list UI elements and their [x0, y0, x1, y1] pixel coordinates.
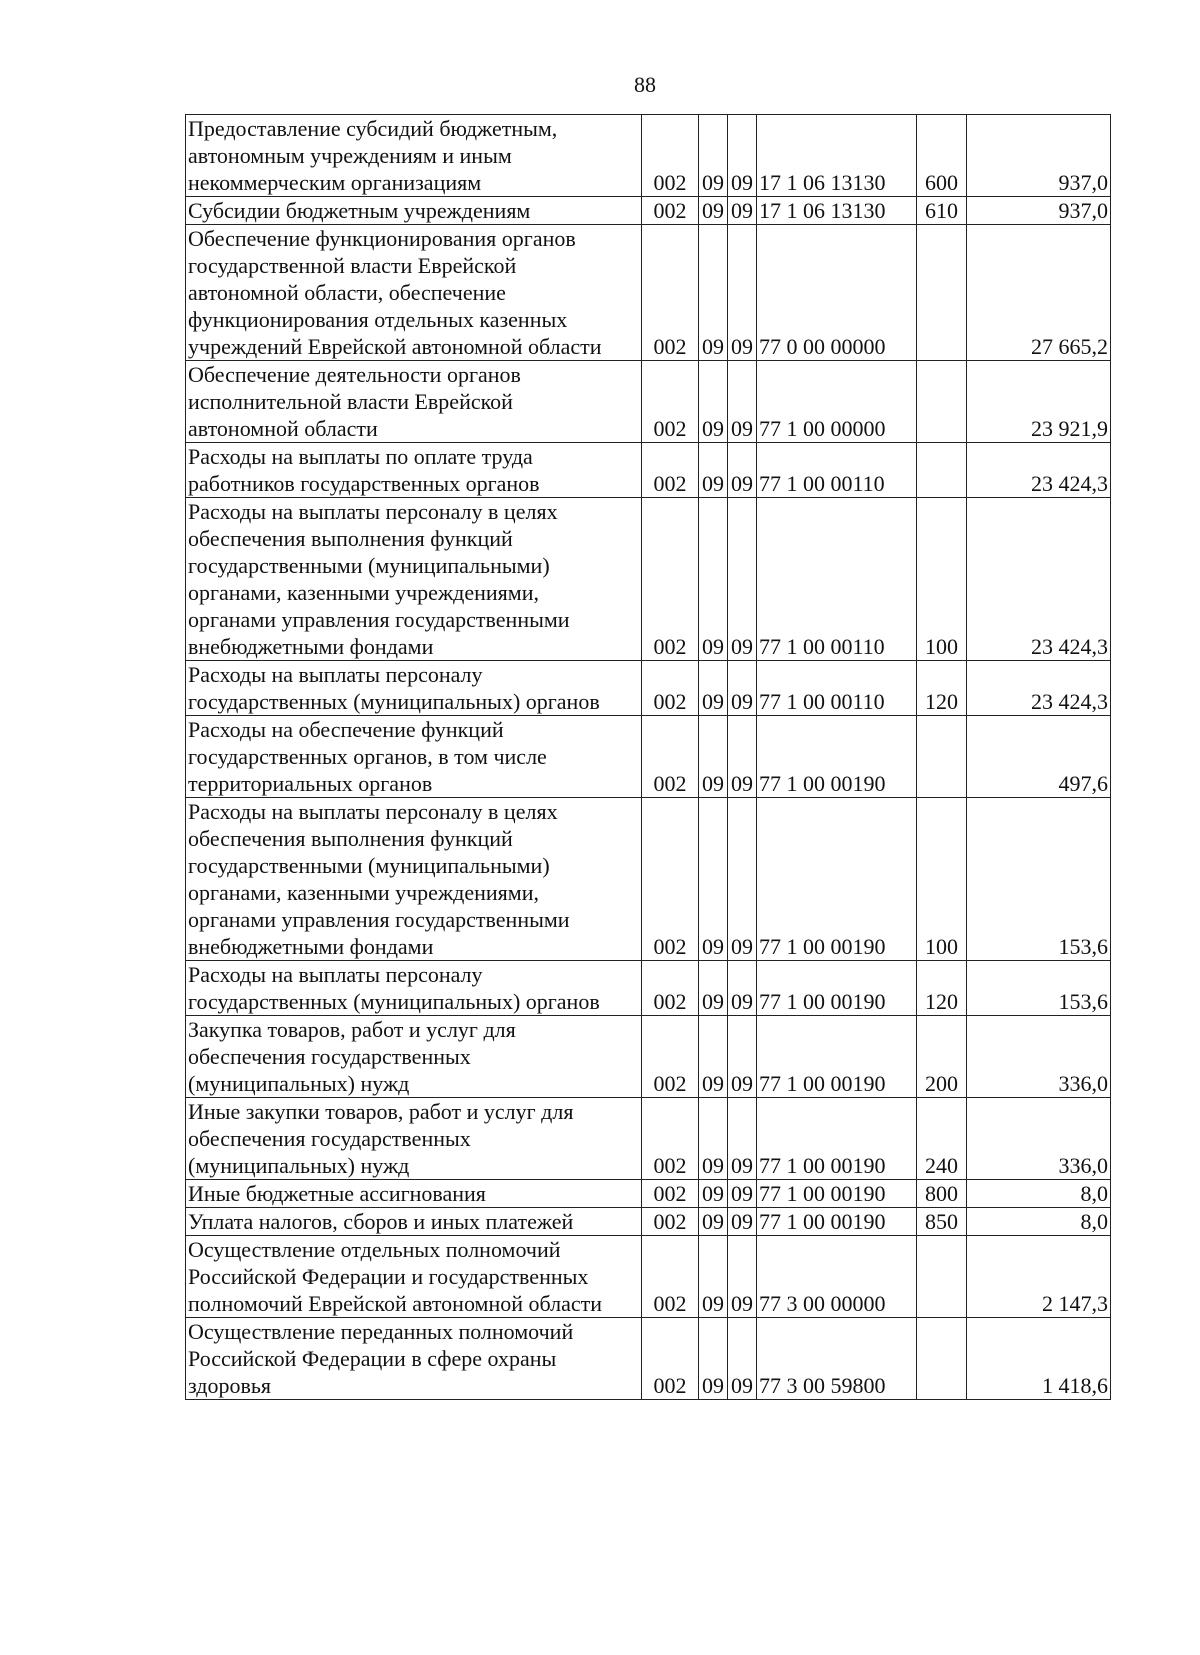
- cell-gr: 002: [642, 197, 699, 225]
- name-line: Осуществление отдельных полномочий: [188, 1237, 561, 1262]
- cell-sum: 336,0: [967, 1016, 1111, 1098]
- name-line: государственными (муниципальными): [188, 853, 550, 878]
- cell-name: [186, 1208, 642, 1236]
- name-line: Предоставление субсидий бюджетным,: [188, 116, 558, 141]
- budget-table-body: [186, 115, 1111, 1400]
- name-line: государственных органов, в том числе: [188, 744, 547, 769]
- table-row: [186, 1208, 1111, 1236]
- cell-vr: 850: [917, 1208, 967, 1236]
- cell-name: [186, 1236, 642, 1318]
- cell-pr: 09: [728, 361, 757, 443]
- cell-pr: 09: [728, 443, 757, 498]
- name-line: государственных (муниципальных) органов: [188, 989, 600, 1014]
- table-row: [186, 961, 1111, 1016]
- name-line: обеспечения выполнения функций: [188, 526, 513, 551]
- cell-pr: 09: [728, 1098, 757, 1180]
- cell-csr: 77 0 00 00000: [757, 225, 917, 361]
- cell-rz: 09: [699, 498, 728, 661]
- cell-gr: 002: [642, 1208, 699, 1236]
- cell-csr: 77 1 00 00110: [757, 661, 917, 716]
- name-line: (муниципальных) нужд: [188, 1153, 410, 1178]
- cell-gr: 002: [642, 661, 699, 716]
- name-line: некоммерческим организациям: [188, 170, 482, 195]
- cell-vr: [917, 1236, 967, 1318]
- cell-name: [186, 716, 642, 798]
- table-row: [186, 361, 1111, 443]
- cell-rz: 09: [699, 197, 728, 225]
- cell-csr: 77 1 00 00190: [757, 716, 917, 798]
- page-number: 88: [634, 72, 656, 97]
- cell-vr: 240: [917, 1098, 967, 1180]
- name-line: автономной области: [188, 416, 378, 441]
- cell-name: [186, 197, 642, 225]
- cell-sum: 937,0: [967, 197, 1111, 225]
- cell-sum: 336,0: [967, 1098, 1111, 1180]
- cell-pr: 09: [728, 1318, 757, 1400]
- cell-name: [186, 661, 642, 716]
- cell-csr: 77 1 00 00190: [757, 1180, 917, 1208]
- cell-name: [186, 498, 642, 661]
- cell-vr: 600: [917, 115, 967, 197]
- cell-csr: 77 1 00 00000: [757, 361, 917, 443]
- cell-rz: 09: [699, 443, 728, 498]
- cell-gr: 002: [642, 1318, 699, 1400]
- cell-gr: 002: [642, 1098, 699, 1180]
- cell-name: [186, 798, 642, 961]
- cell-csr: 77 3 00 00000: [757, 1236, 917, 1318]
- name-line: (муниципальных) нужд: [188, 1071, 410, 1096]
- name-line: Осуществление переданных полномочий: [188, 1319, 574, 1344]
- cell-name: [186, 961, 642, 1016]
- cell-sum: 8,0: [967, 1208, 1111, 1236]
- cell-gr: 002: [642, 1236, 699, 1318]
- cell-vr: 120: [917, 661, 967, 716]
- name-line: автономной области, обеспечение: [188, 280, 506, 305]
- name-line: государственными (муниципальными): [188, 553, 550, 578]
- name-line: функционирования отдельных казенных: [188, 307, 568, 332]
- name-line: Субсидии бюджетным учреждениям: [188, 198, 531, 223]
- cell-pr: 09: [728, 1236, 757, 1318]
- cell-vr: [917, 716, 967, 798]
- cell-sum: 153,6: [967, 798, 1111, 961]
- cell-sum: 23 424,3: [967, 498, 1111, 661]
- name-line: Расходы на выплаты по оплате труда: [188, 444, 533, 469]
- name-line: Российской Федерации и государственных: [188, 1264, 589, 1289]
- cell-gr: 002: [642, 1016, 699, 1098]
- cell-csr: 77 3 00 59800: [757, 1318, 917, 1400]
- cell-gr: 002: [642, 115, 699, 197]
- cell-rz: 09: [699, 1208, 728, 1236]
- cell-pr: 09: [728, 225, 757, 361]
- table-row: [186, 1016, 1111, 1098]
- cell-sum: 23 424,3: [967, 443, 1111, 498]
- cell-csr: 77 1 00 00190: [757, 961, 917, 1016]
- cell-sum: 1 418,6: [967, 1318, 1111, 1400]
- cell-name: [186, 225, 642, 361]
- cell-gr: 002: [642, 225, 699, 361]
- cell-vr: [917, 225, 967, 361]
- cell-pr: 09: [728, 1180, 757, 1208]
- cell-rz: 09: [699, 1180, 728, 1208]
- cell-gr: 002: [642, 498, 699, 661]
- name-line: Обеспечение функционирования органов: [188, 226, 576, 251]
- table-row: [186, 1098, 1111, 1180]
- cell-csr: 77 1 00 00190: [757, 1208, 917, 1236]
- name-line: здоровья: [188, 1373, 272, 1398]
- cell-gr: 002: [642, 1180, 699, 1208]
- name-line: внебюджетными фондами: [188, 934, 434, 959]
- cell-rz: 09: [699, 1016, 728, 1098]
- cell-pr: 09: [728, 798, 757, 961]
- name-line: Иные бюджетные ассигнования: [188, 1181, 486, 1206]
- table-row: [186, 115, 1111, 197]
- cell-gr: 002: [642, 798, 699, 961]
- table-row: [186, 1180, 1111, 1208]
- name-line: исполнительной власти Еврейской: [188, 389, 513, 414]
- cell-pr: 09: [728, 661, 757, 716]
- name-line: обеспечения выполнения функций: [188, 826, 513, 851]
- cell-vr: [917, 443, 967, 498]
- table-row: [186, 197, 1111, 225]
- name-line: Уплата налогов, сборов и иных платежей: [188, 1209, 574, 1234]
- name-line: органами, казенными учреждениями,: [188, 580, 539, 605]
- cell-rz: 09: [699, 1236, 728, 1318]
- cell-pr: 09: [728, 197, 757, 225]
- cell-sum: 937,0: [967, 115, 1111, 197]
- cell-csr: 17 1 06 13130: [757, 197, 917, 225]
- cell-csr: 77 1 00 00190: [757, 798, 917, 961]
- name-line: Расходы на выплаты персоналу в целях: [188, 799, 558, 824]
- table-row: [186, 661, 1111, 716]
- table-row: [186, 798, 1111, 961]
- cell-vr: 100: [917, 798, 967, 961]
- table-row: [186, 716, 1111, 798]
- cell-csr: 77 1 00 00110: [757, 443, 917, 498]
- name-line: работников государственных органов: [188, 471, 540, 496]
- name-line: обеспечения государственных: [188, 1126, 471, 1151]
- cell-gr: 002: [642, 361, 699, 443]
- cell-csr: 77 1 00 00190: [757, 1016, 917, 1098]
- cell-gr: 002: [642, 961, 699, 1016]
- cell-name: [186, 1180, 642, 1208]
- name-line: органами управления государственными: [188, 907, 570, 932]
- cell-rz: 09: [699, 115, 728, 197]
- name-line: органами, казенными учреждениями,: [188, 880, 539, 905]
- name-line: органами управления государственными: [188, 607, 570, 632]
- cell-csr: 17 1 06 13130: [757, 115, 917, 197]
- cell-rz: 09: [699, 661, 728, 716]
- cell-vr: 800: [917, 1180, 967, 1208]
- cell-name: [186, 1016, 642, 1098]
- cell-csr: 77 1 00 00190: [757, 1098, 917, 1180]
- cell-rz: 09: [699, 961, 728, 1016]
- cell-rz: 09: [699, 361, 728, 443]
- cell-gr: 002: [642, 716, 699, 798]
- name-line: Расходы на выплаты персоналу в целях: [188, 499, 558, 524]
- name-line: территориальных органов: [188, 771, 433, 796]
- cell-name: [186, 115, 642, 197]
- table-row: [186, 225, 1111, 361]
- cell-pr: 09: [728, 961, 757, 1016]
- cell-rz: 09: [699, 716, 728, 798]
- cell-name: [186, 1098, 642, 1180]
- name-line: Иные закупки товаров, работ и услуг для: [188, 1099, 574, 1124]
- name-line: государственной власти Еврейской: [188, 253, 517, 278]
- name-line: обеспечения государственных: [188, 1044, 471, 1069]
- table-row: [186, 443, 1111, 498]
- name-line: Закупка товаров, работ и услуг для: [188, 1017, 516, 1042]
- table-row: [186, 1318, 1111, 1400]
- name-line: Расходы на выплаты персоналу: [188, 962, 483, 987]
- cell-sum: 27 665,2: [967, 225, 1111, 361]
- name-line: полномочий Еврейской автономной области: [188, 1291, 603, 1316]
- cell-sum: 23 921,9: [967, 361, 1111, 443]
- name-line: учреждений Еврейской автономной области: [188, 334, 602, 359]
- cell-vr: [917, 361, 967, 443]
- cell-csr: 77 1 00 00110: [757, 498, 917, 661]
- table-row: [186, 498, 1111, 661]
- cell-sum: 497,6: [967, 716, 1111, 798]
- name-line: Расходы на обеспечение функций: [188, 717, 504, 742]
- cell-name: [186, 1318, 642, 1400]
- name-line: государственных (муниципальных) органов: [188, 689, 600, 714]
- cell-name: [186, 443, 642, 498]
- name-line: автономным учреждениям и иным: [188, 143, 512, 168]
- cell-rz: 09: [699, 1098, 728, 1180]
- cell-gr: 002: [642, 443, 699, 498]
- cell-sum: 153,6: [967, 961, 1111, 1016]
- table-row: [186, 1236, 1111, 1318]
- cell-rz: 09: [699, 225, 728, 361]
- cell-sum: 2 147,3: [967, 1236, 1111, 1318]
- cell-vr: 120: [917, 961, 967, 1016]
- name-line: Расходы на выплаты персоналу: [188, 662, 483, 687]
- name-line: Обеспечение деятельности органов: [188, 362, 521, 387]
- cell-pr: 09: [728, 115, 757, 197]
- cell-vr: 610: [917, 197, 967, 225]
- cell-pr: 09: [728, 1208, 757, 1236]
- cell-pr: 09: [728, 716, 757, 798]
- cell-vr: 200: [917, 1016, 967, 1098]
- cell-pr: 09: [728, 498, 757, 661]
- name-line: Российской Федерации в сфере охраны: [188, 1346, 557, 1371]
- cell-sum: 23 424,3: [967, 661, 1111, 716]
- name-line: внебюджетными фондами: [188, 634, 434, 659]
- cell-vr: 100: [917, 498, 967, 661]
- cell-rz: 09: [699, 798, 728, 961]
- cell-vr: [917, 1318, 967, 1400]
- cell-name: [186, 361, 642, 443]
- cell-rz: 09: [699, 1318, 728, 1400]
- budget-table: [185, 114, 1111, 1400]
- cell-pr: 09: [728, 1016, 757, 1098]
- cell-sum: 8,0: [967, 1180, 1111, 1208]
